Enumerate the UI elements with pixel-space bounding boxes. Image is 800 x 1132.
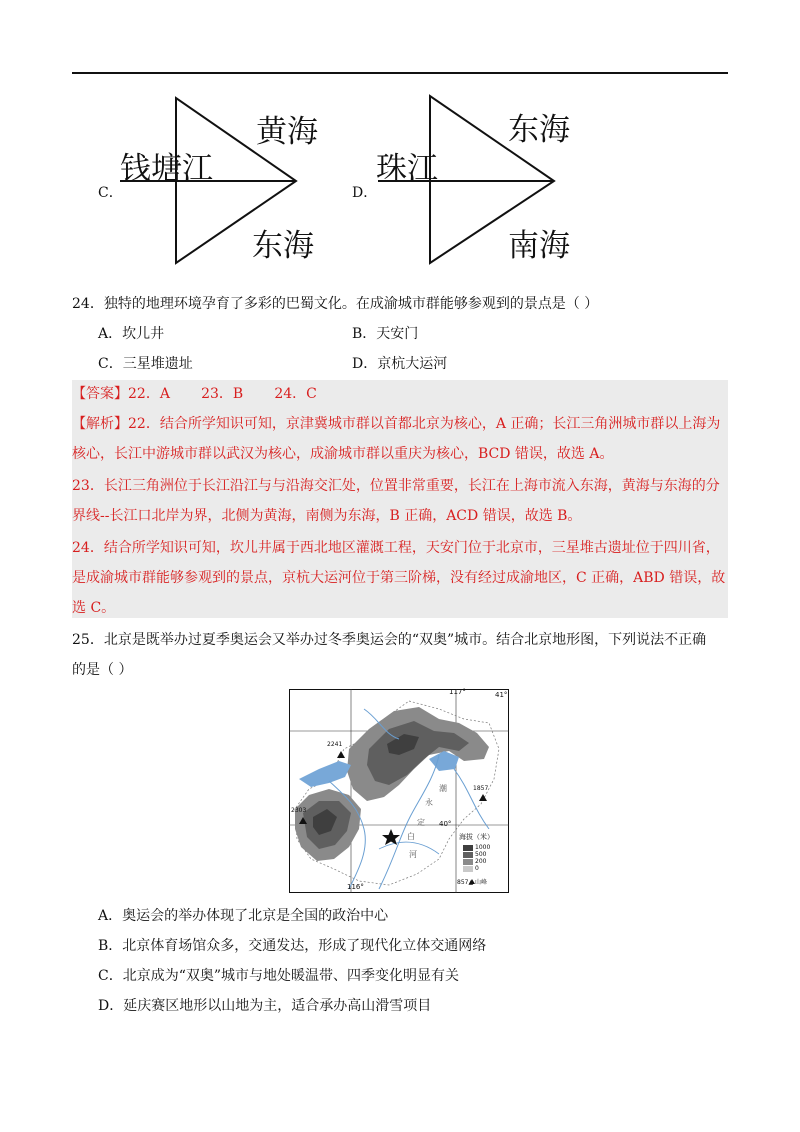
map-river-char-3: 河: [409, 850, 417, 859]
map-peak-3: 1857: [473, 785, 489, 792]
map-river2-char-1: 潮: [439, 784, 447, 793]
analysis-line-6: 是成渝城市群能够参观到的景点，京杭大运河位于第三阶梯，没有经过成渝地区，C 正确，ABD 错误，故: [72, 570, 726, 586]
q25-option-a: A．奥运会的举办体现了北京是全国的政治中心: [98, 908, 389, 924]
map-lat-right: 41°: [495, 691, 508, 699]
diagram-c-sea-bottom: 东海: [252, 228, 314, 264]
map-legend-0: 0: [475, 865, 479, 872]
map-lon-bottom: 116°: [347, 883, 364, 891]
map-lat-mid: 40°: [439, 820, 452, 828]
beijing-terrain-map: [289, 689, 509, 893]
answer-tag: 【答案】: [72, 386, 128, 402]
map-legend-1000: 1000: [475, 844, 491, 851]
map-legend-peak: 857▲ 山峰: [457, 879, 487, 886]
q25-option-d: D．延庆赛区地形以山地为主，适合承办高山滑雪项目: [98, 998, 432, 1014]
diagram-d-sea-top: 东海: [508, 112, 570, 148]
map-lon-top: 117°: [449, 688, 466, 696]
analysis-text-1: 22．结合所学知识可知，京津冀城市群以首都北京为核心，A 正确；长江三角洲城市群以上海为: [128, 416, 721, 432]
answer-values: 22．A 23．B 24．C: [128, 386, 317, 402]
option-c-label: C．: [98, 185, 123, 201]
q25-stem-2: 的是（ ）: [72, 662, 133, 678]
analysis-line-3: 23．长江三角洲位于长江沿江与与沿海交汇处，位置非常重要，长江在上海市流入东海，黄海与东海的分: [72, 478, 720, 494]
q24-option-c: C．三星堆遗址: [98, 356, 193, 372]
map-river-char-2: 定: [417, 818, 425, 827]
map-peak-2: 2303: [291, 807, 307, 814]
q25-stem-1: 25．北京是既举办过夏季奥运会又举办过冬季奥运会的“双奥”城市。结合北京地形图，下列说法不正确: [72, 632, 707, 648]
analysis-tag: 【解析】: [72, 416, 128, 432]
analysis-line-7: 选 C。: [72, 600, 116, 616]
top-rule: [72, 72, 728, 74]
map-legend-500: 500: [475, 851, 487, 858]
option-d-label: D．: [352, 185, 378, 201]
diagram-c: [90, 88, 330, 268]
analysis-line-4: 界线--长江口北岸为界，北侧为黄海，南侧为东海，B 正确，ACD 错误，故选 B。: [72, 508, 582, 524]
map-river-char-1: 永: [425, 798, 433, 807]
answer-line: [72, 384, 317, 404]
q25-option-c: C．北京成为“双奥”城市与地处暖温带、四季变化明显有关: [98, 968, 460, 984]
map-legend-200: 200: [475, 858, 487, 865]
map-river2-char-2: 白: [407, 832, 415, 841]
diagram-d-river: 珠江: [376, 151, 438, 187]
analysis-line-5: 24．结合所学知识可知，坎儿井属于西北地区灌溉工程，天安门位于北京市，三星堆古遗址位于四川省，: [72, 540, 720, 556]
diagram-d: [370, 88, 610, 268]
diagram-c-sea-top: 黄海: [256, 114, 318, 150]
q24-option-b: B．天安门: [352, 326, 419, 342]
q24-option-a: A．坎儿井: [98, 326, 165, 342]
analysis-line-1: [72, 414, 720, 434]
map-legend-title: 海拔（米）: [459, 833, 494, 841]
q25-option-b: B．北京体育场馆众多，交通发达，形成了现代化立体交通网络: [98, 938, 487, 954]
map-peak-1: 2241: [327, 741, 343, 748]
analysis-line-2: 核心，长江中游城市群以武汉为核心，成渝城市群以重庆为核心，BCD 错误，故选 A。: [72, 446, 614, 462]
q24-stem: 24．独特的地理环境孕育了多彩的巴蜀文化。在成渝城市群能够参观到的景点是（ ）: [72, 296, 599, 312]
diagram-c-river: 钱塘江: [120, 151, 213, 187]
diagram-d-sea-bottom: 南海: [508, 228, 570, 264]
q24-option-d: D．京杭大运河: [352, 356, 448, 372]
